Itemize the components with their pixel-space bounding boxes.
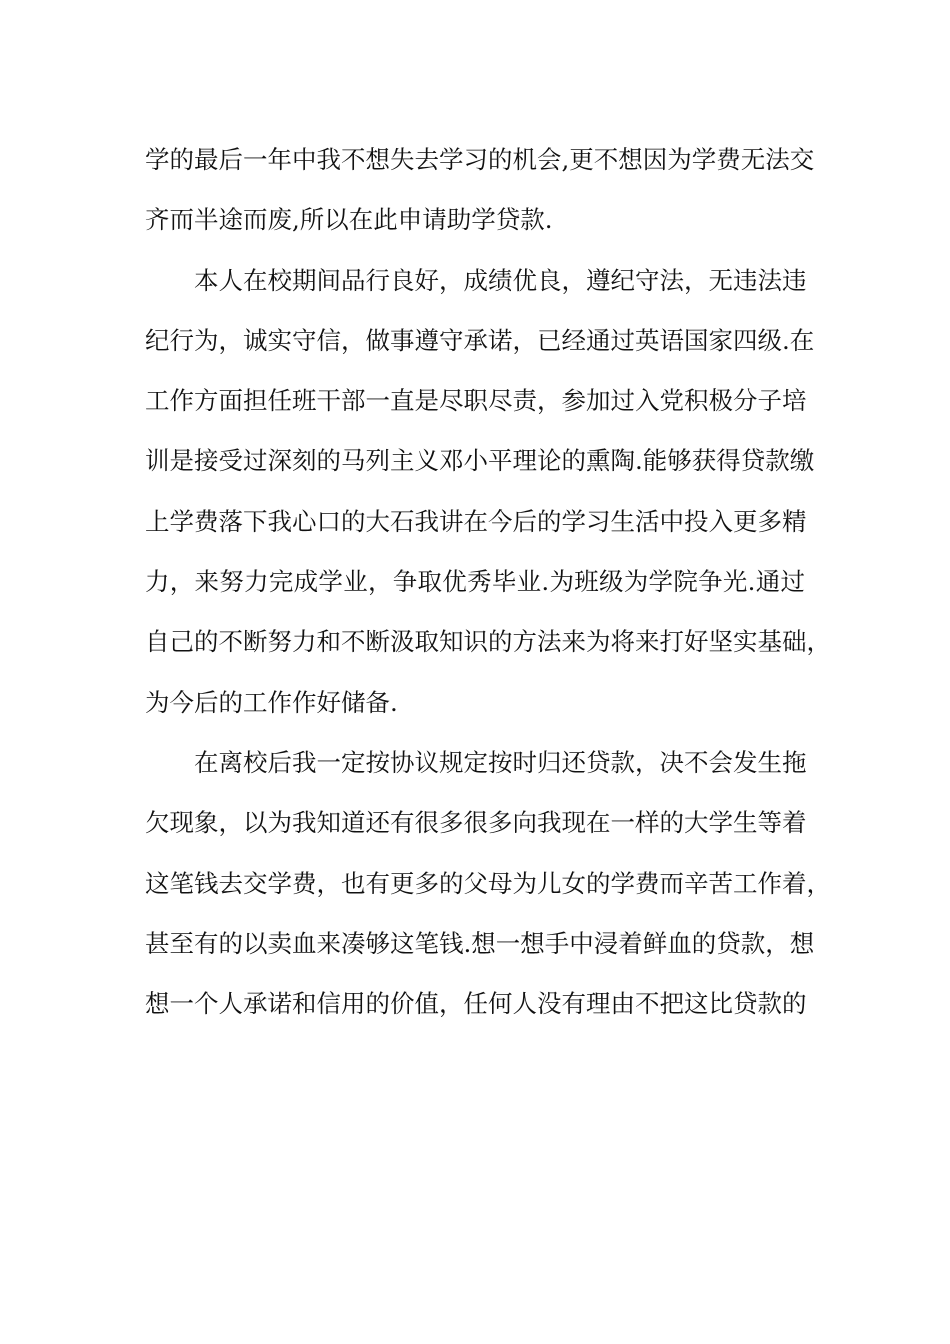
- text-line: 自己的不断努力和不断汲取知识的方法来为将来打好坚实基础，: [145, 627, 831, 657]
- text-line: 想一个人承诺和信用的价值，任何人没有理由不把这比贷款的: [145, 989, 807, 1019]
- paragraph-end-line: 齐而半途而废,所以在此申请助学贷款.: [145, 205, 553, 235]
- text-line: 力，来努力完成学业，争取优秀毕业.为班级为学院争光.通过: [145, 567, 805, 597]
- text-line: 学的最后一年中我不想失去学习的机会,更不想因为学费无法交: [145, 145, 815, 174]
- text-line: 甚至有的以卖血来凑够这笔钱.想一想手中浸着鲜血的贷款，想: [145, 928, 815, 958]
- text-line: 纪行为，诚实守信，做事遵守承诺，已经通过英语国家四级.在: [145, 325, 815, 355]
- text-line: 训是接受过深刻的马列主义邓小平理论的熏陶.能够获得贷款缴: [145, 446, 815, 476]
- paragraph-end-line: 为今后的工作作好储备.: [145, 687, 398, 717]
- body-text: [145, 130, 831, 1034]
- paragraph-start-line: 在离校后我一定按协议规定按时归还贷款，决不会发生拖: [194, 747, 807, 777]
- text-line: 上学费落下我心口的大石我讲在今后的学习生活中投入更多精: [145, 506, 807, 536]
- text-line: 工作方面担任班干部一直是尽职尽责，参加过入党积极分子培: [145, 386, 807, 416]
- text-line: 欠现象，以为我知道还有很多很多向我现在一样的大学生等着: [145, 808, 807, 838]
- text-line: 这笔钱去交学费，也有更多的父母为儿女的学费而辛苦工作着，: [145, 868, 831, 898]
- paragraph-start-line: 本人在校期间品行良好，成绩优良，遵纪守法，无违法违: [194, 265, 807, 295]
